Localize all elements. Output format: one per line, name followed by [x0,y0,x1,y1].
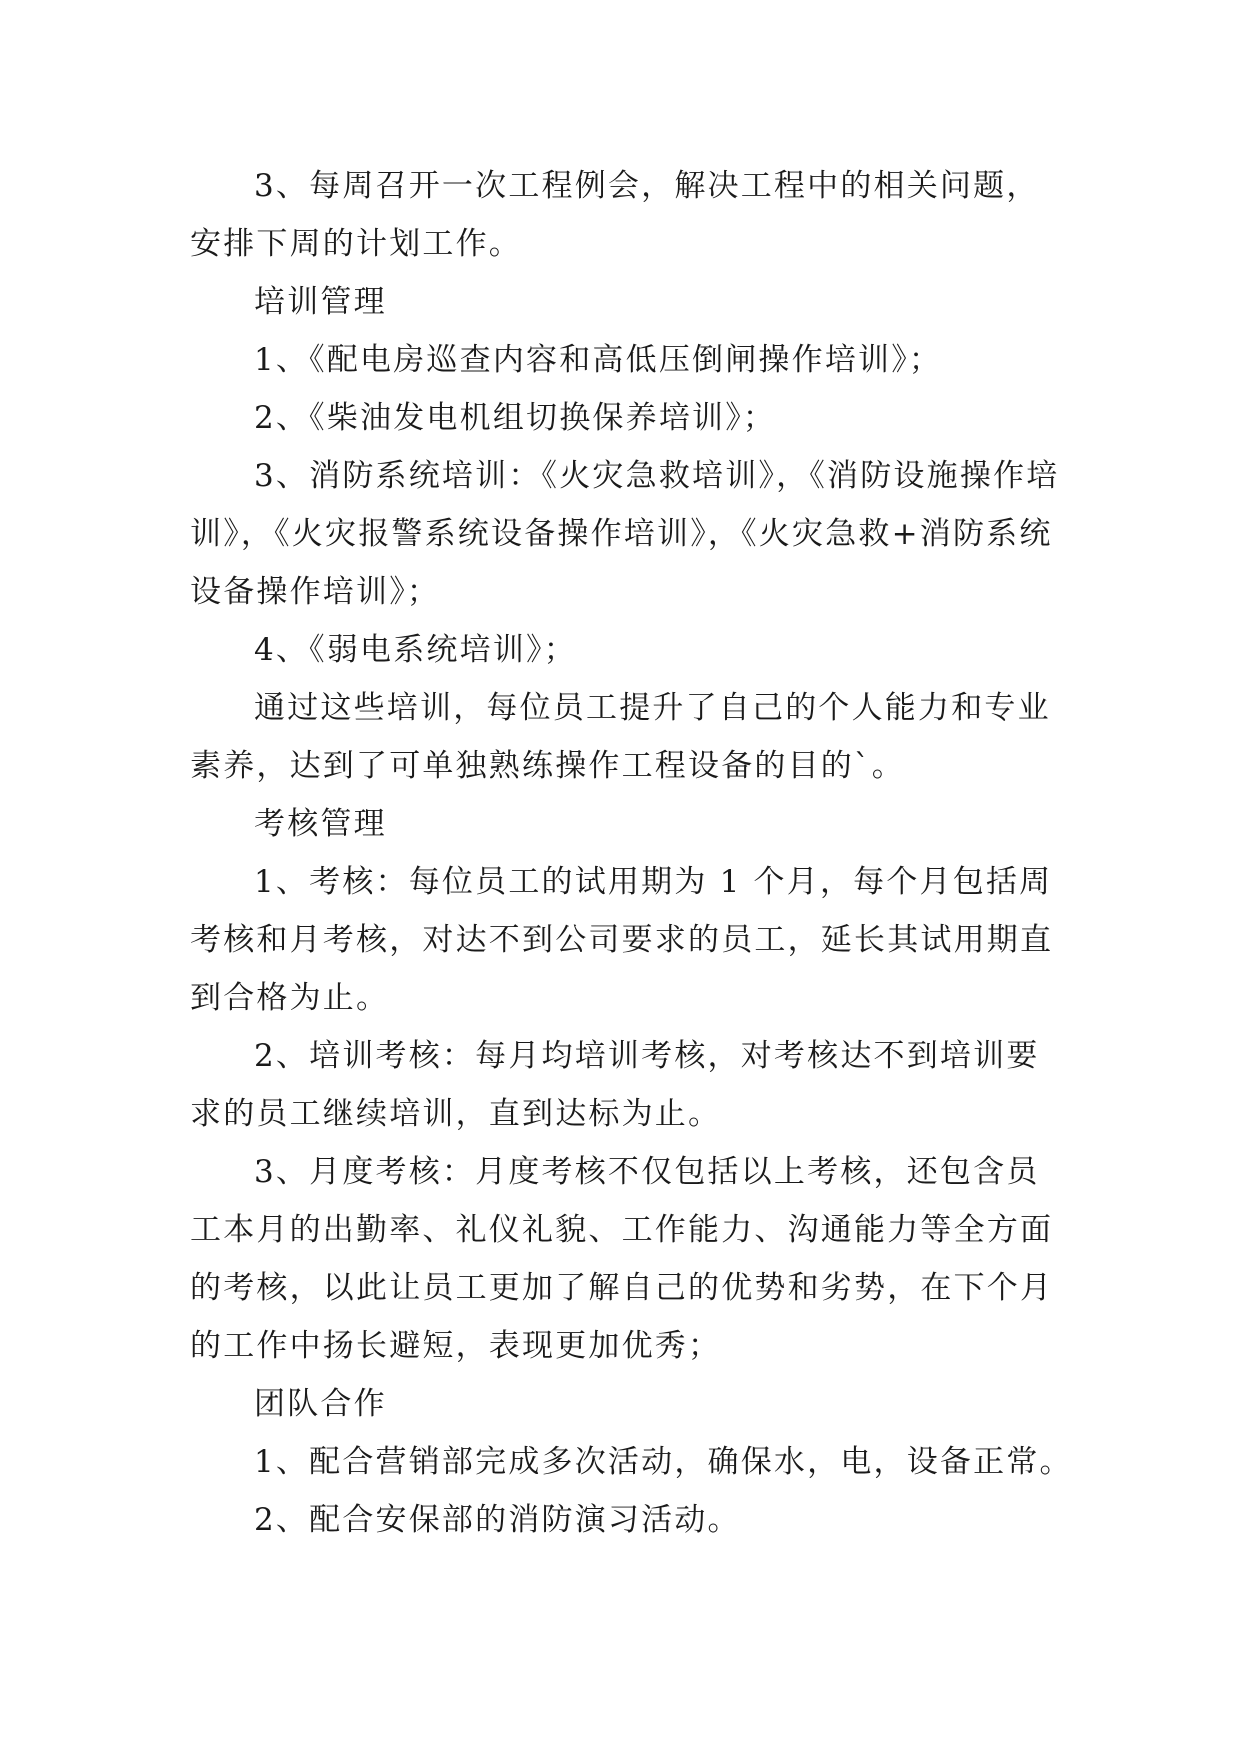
section-heading: 培训管理 [254,284,387,320]
paragraph-line: 3、每周召开一次工程例会，解决工程中的相关问题， [254,168,1040,204]
paragraph-line: 通过这些培训，每位员工提升了自己的个人能力和专业 [254,690,1051,726]
paragraph-line: 考核和月考核，对达不到公司要求的员工，延长其试用期直 [190,922,1054,958]
list-item: 2、配合安保部的消防演习活动。 [254,1502,741,1538]
paragraph-line: 素养，达到了可单独熟练操作工程设备的目的`。 [190,748,905,784]
paragraph-line: 的考核，以此让员工更加了解自己的优势和劣势，在下个月 [190,1270,1054,1306]
list-item: 1、《配电房巡查内容和高低压倒闸操作培训》； [254,342,943,378]
list-item: 3、月度考核：月度考核不仅包括以上考核，还包含员 [254,1154,1040,1190]
paragraph-line: 设备操作培训》； [190,574,441,610]
section-heading: 团队合作 [254,1386,387,1422]
paragraph-line: 到合格为止。 [190,980,390,1016]
paragraph-line: 训》，《火灾报警系统设备操作培训》，《火灾急救+消防系统 [190,516,1053,552]
paragraph-line: 安排下周的计划工作。 [190,226,522,262]
list-item: 3、消防系统培训：《火灾急救培训》，《消防设施操作培 [254,458,1060,494]
paragraph-line: 求的员工继续培训，直到达标为止。 [190,1096,722,1132]
list-item: 4、《弱电系统培训》； [254,632,577,668]
list-item: 1、配合营销部完成多次活动，确保水，电，设备正常。 [254,1444,1073,1480]
list-item: 1、考核：每位员工的试用期为 1 个月，每个月包括周 [254,864,1053,900]
paragraph-line: 的工作中扬长避短，表现更加优秀； [190,1328,722,1364]
list-item: 2、培训考核：每月均培训考核，对考核达不到培训要 [254,1038,1040,1074]
section-heading: 考核管理 [254,806,387,842]
paragraph-line: 工本月的出勤率、礼仪礼貌、工作能力、沟通能力等全方面 [190,1212,1054,1248]
list-item: 2、《柴油发电机组切换保养培训》； [254,400,777,436]
